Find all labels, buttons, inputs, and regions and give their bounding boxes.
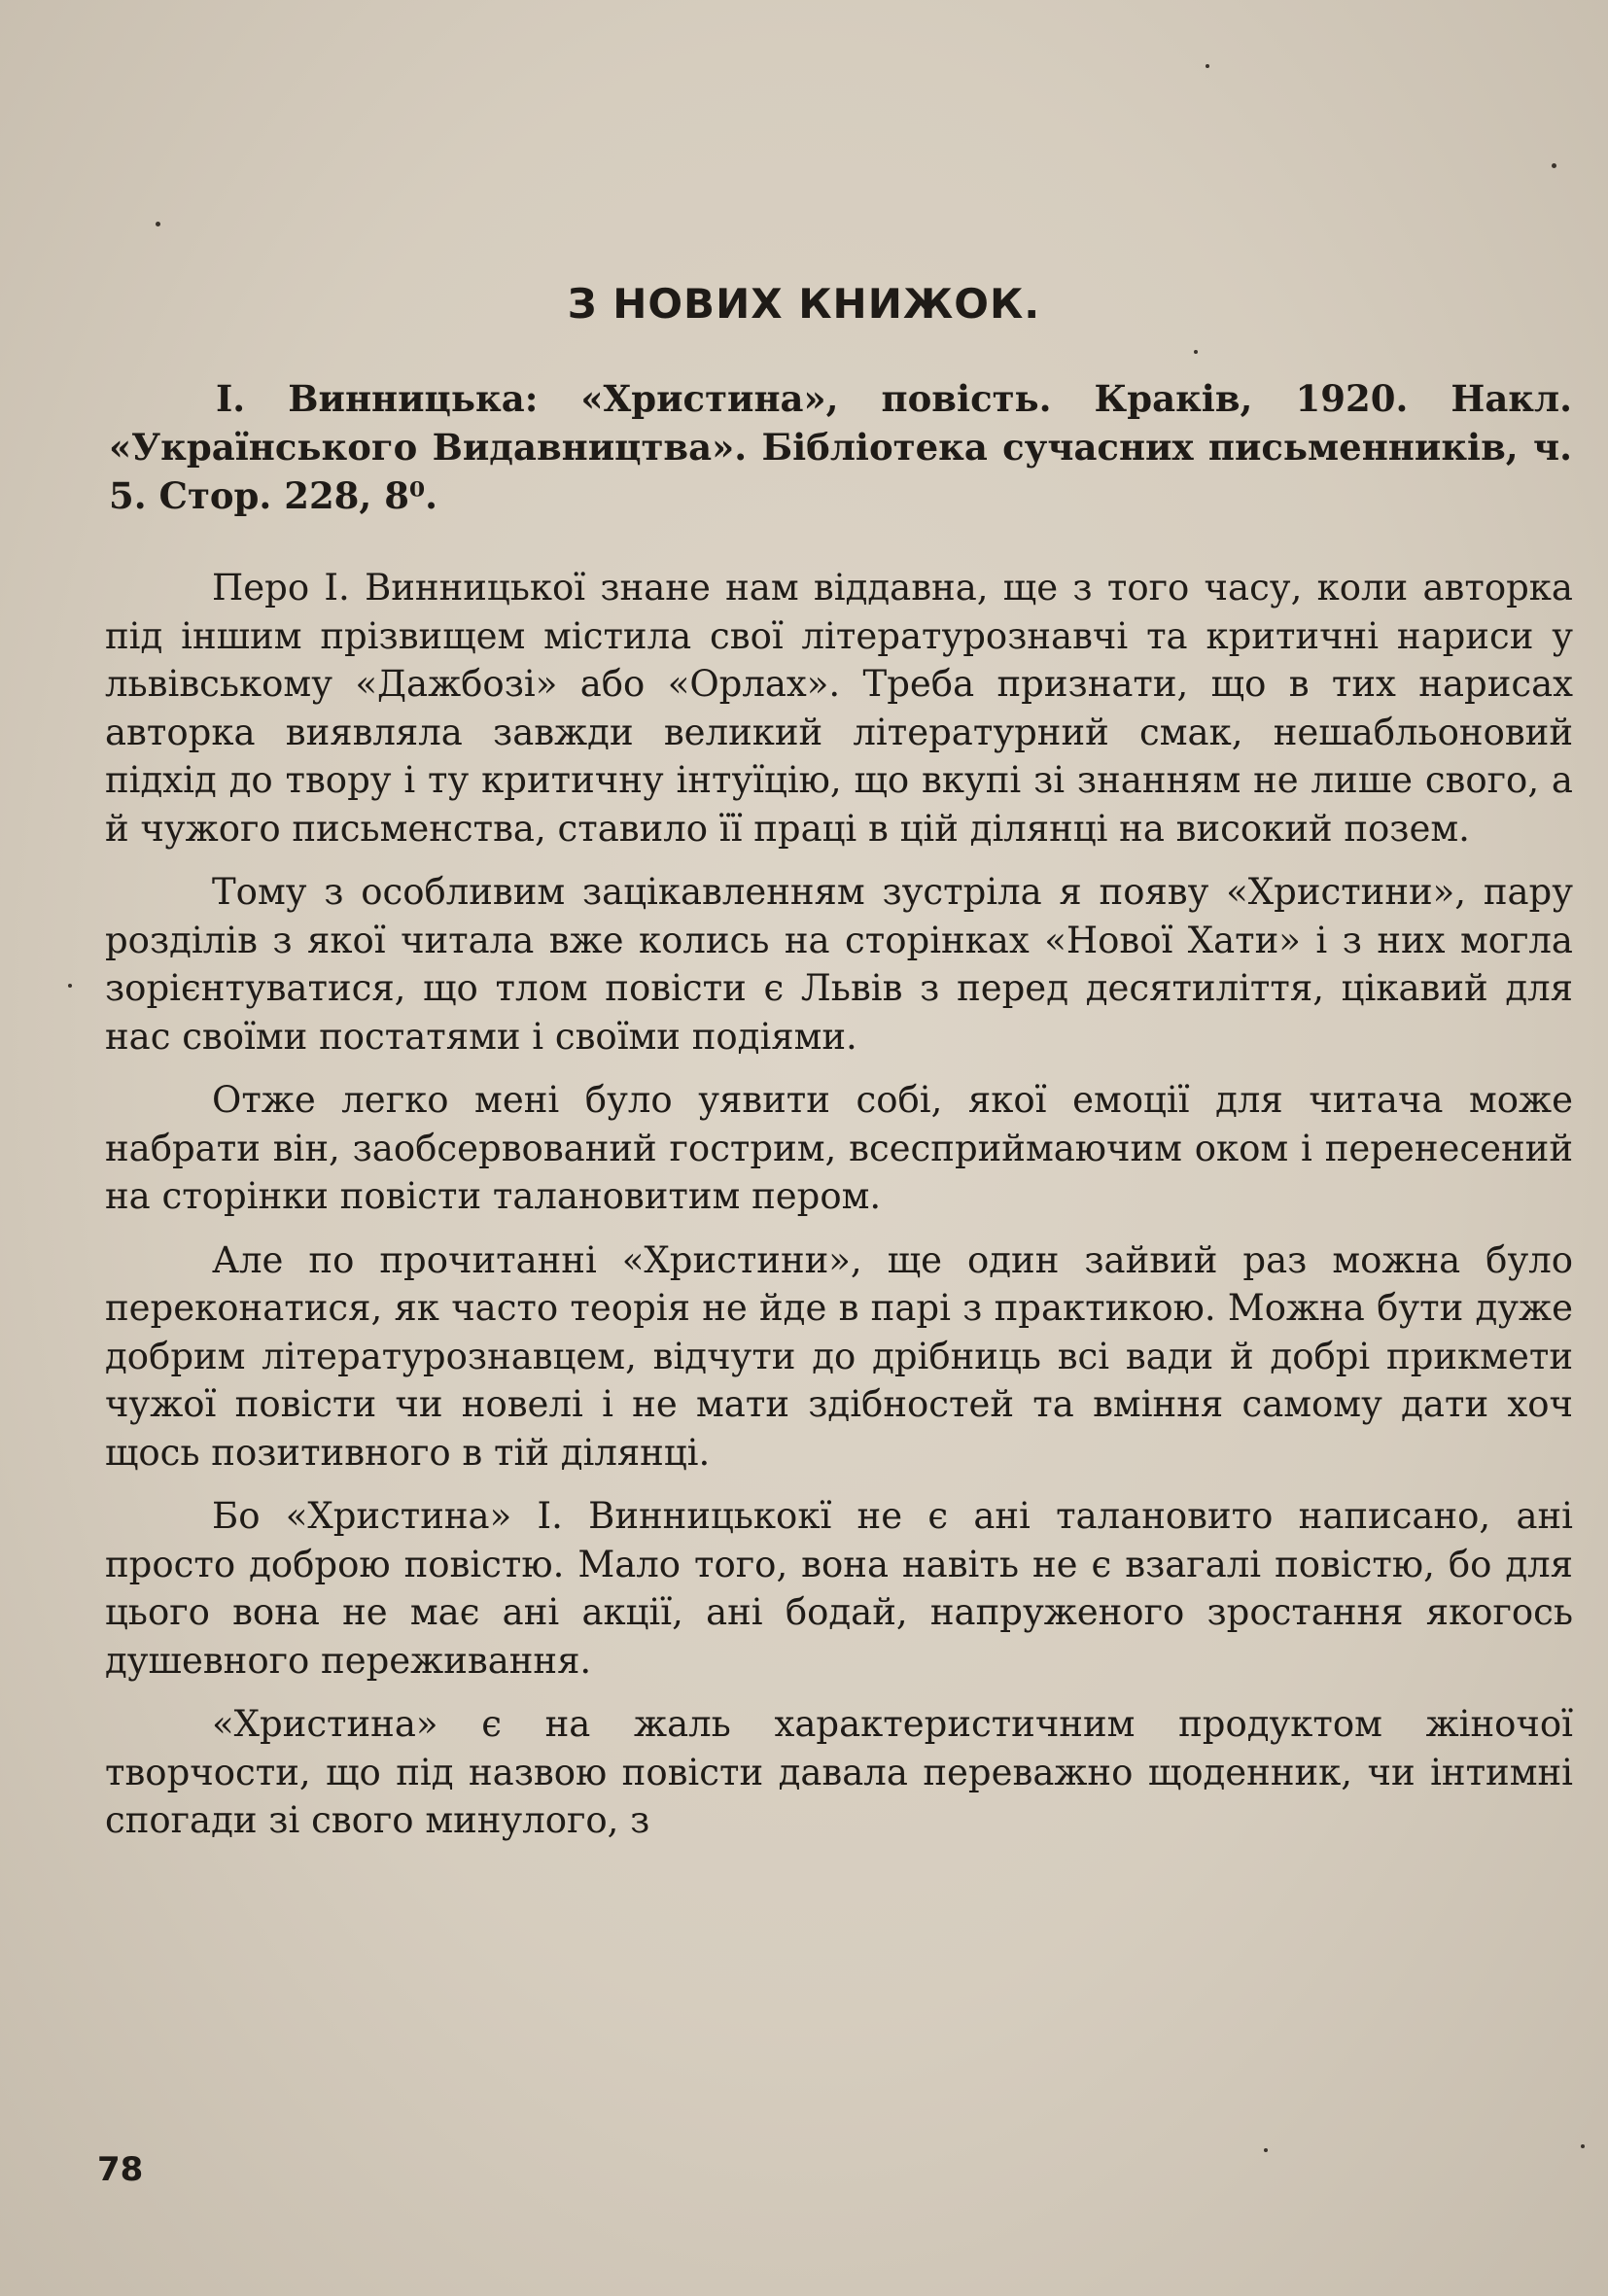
paper-speck bbox=[1581, 2144, 1585, 2148]
page-number: 78 bbox=[97, 2150, 144, 2189]
section-heading: З НОВИХ КНИЖОК. bbox=[567, 280, 1041, 328]
paper-speck bbox=[1552, 163, 1556, 168]
paragraph-1: Перо І. Винницької знане нам віддавна, ще з того часу, коли авторка під іншим прізвищем містила свої літературознавчі та критичні нариси у львівському «Дажбозі» або «Орлах». Треба признати, що в тих нарисах авторка виявляла завжди великий літературний смак, нешабльоновий підхід до твору і ту критичну інтуїцію, що вкупі зі знанням не лише свого, а й чужого письменства, ставило її праці в цій ділянці на високий позем. bbox=[105, 567, 1573, 850]
paragraph-5: Бо «Христина» І. Винницькокї не є ані талановито написано, ані просто доброю повістю. Мало того, вона навіть не є взагалі повістю, бо для цього вона не має ані акції, ані бодай, напруженого зростання якогось душевного переживання. bbox=[105, 1495, 1573, 1682]
paragraph-3: Отже легко мені було уявити собі, якої емоції для читача може набрати він, заобсервований гострим, всесприймаючим оком і перенесений на сторінки повісти талановитим пером. bbox=[105, 1079, 1573, 1217]
paragraph-2: Тому з особливим зацікавленням зустріла я появу «Христини», пару розділів з якої читала вже колись на сторінках «Нової Хати» і з них могла зорієнтуватися, що тлом повісти є Львів з перед десятиліття, цікавий для нас своїми постатями і своїми подіями. bbox=[105, 871, 1573, 1058]
paper-speck bbox=[1264, 2148, 1268, 2152]
paragraph-4: Але по прочитанні «Христини», ще один зайвий раз можна було переконатися, як часто теорія не йде в парі з практикою. Можна бути дуже добрим літературознавцем, відчути до дрібниць всі вади й добрі прикмети чужої повісти чи новелі і не мати здібностей та вміння самому дати хоч щось позитивного в тій ділянці. bbox=[105, 1238, 1573, 1474]
paper-speck bbox=[1194, 350, 1198, 354]
paper-speck bbox=[1206, 64, 1209, 68]
paragraph-6: «Христина» є на жаль характеристичним продуктом жіночої творчости, що під назвою повісти давала переважно щоденник, чи інтимні спогади зі свого минулого, з bbox=[105, 1703, 1573, 1841]
review-body bbox=[105, 564, 1573, 1861]
paper-speck bbox=[68, 984, 72, 988]
bibliography-entry: І. Винницька: «Христина», повість. Краків, 1920. Накл. «Українського Видавництва». Бібліотека сучасних письменників, ч. 5. Стор. 228, 8⁰. bbox=[109, 377, 1572, 517]
paper-speck bbox=[156, 222, 160, 226]
